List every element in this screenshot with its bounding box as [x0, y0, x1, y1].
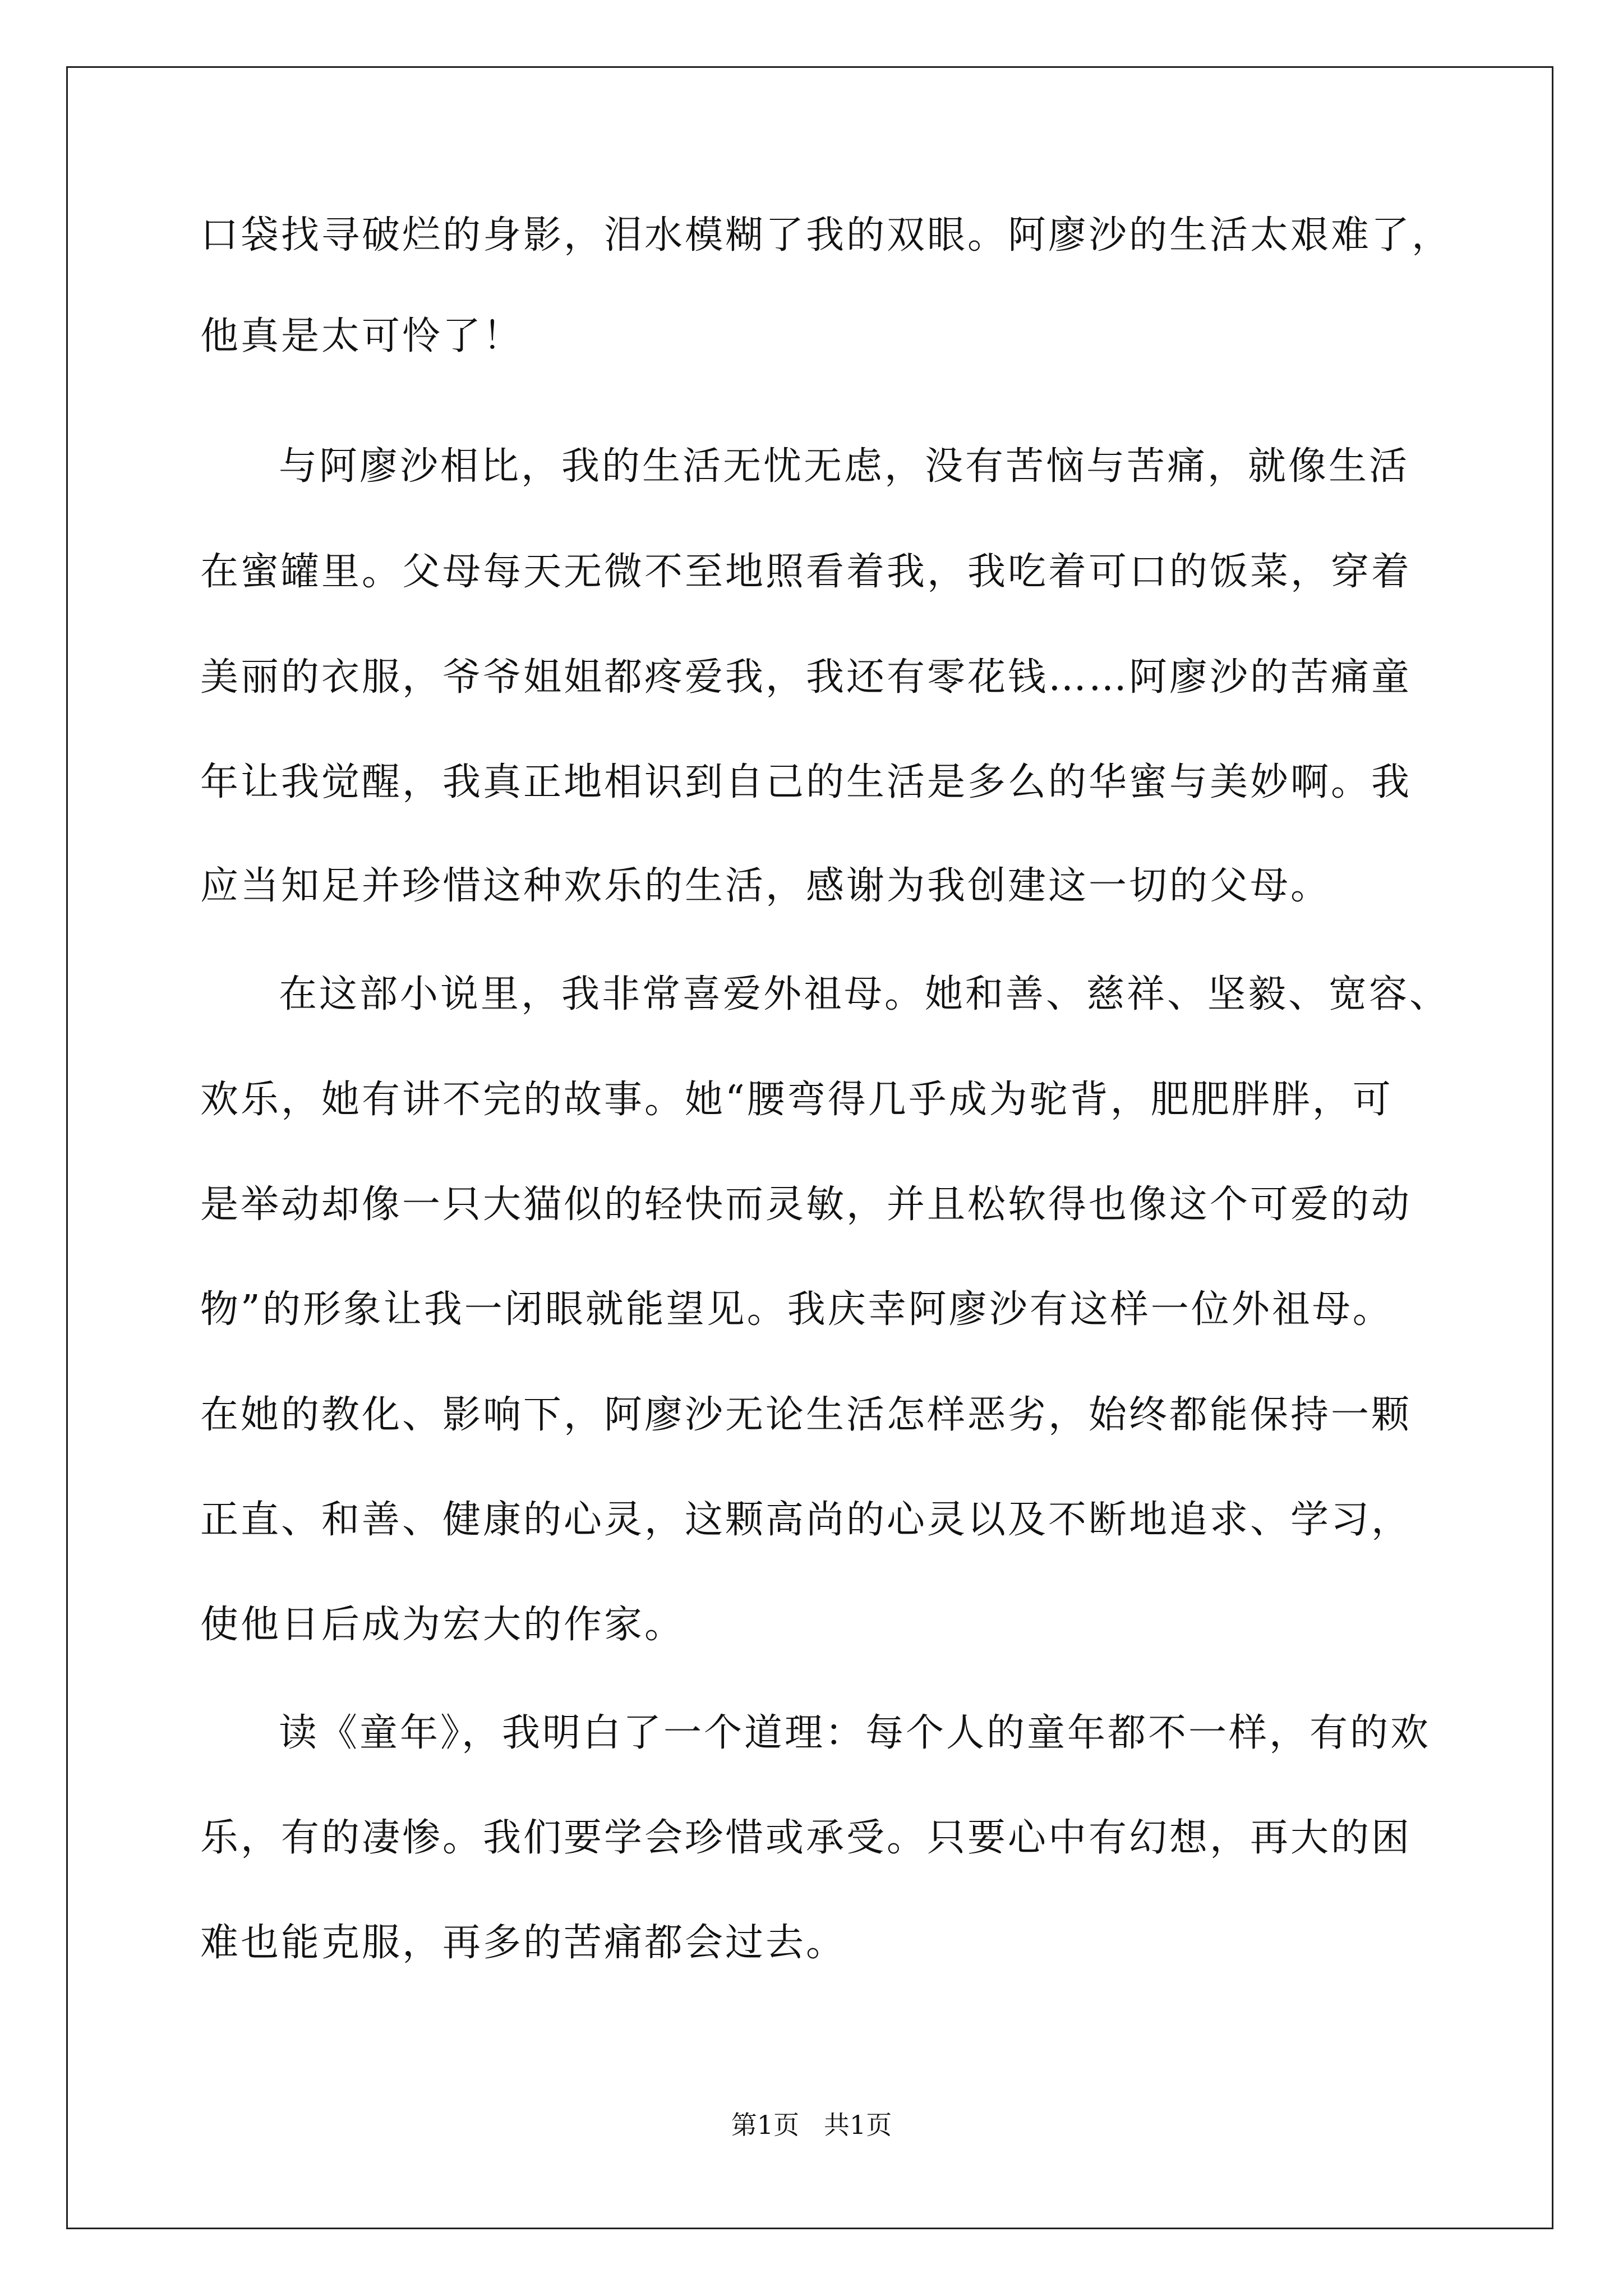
page-footer: 第1页 共1页 [731, 2110, 892, 2140]
text-line: 物”的形象让我一闭眼就能望见。我庆幸阿廖沙有这样一位外祖母。 [200, 1287, 1393, 1332]
text-line: 在蜜罐里。父母每天无微不至地照看着我，我吃着可口的饭菜，穿着 [200, 550, 1412, 594]
paragraph-start-line: 与阿廖沙相比，我的生活无忧无虑，没有苦恼与苦痛，就像生活 [279, 444, 1410, 489]
page-border [66, 66, 1553, 2229]
text-line: 口袋找寻破烂的身影，泪水模糊了我的双眼。阿廖沙的生活太艰难了， [200, 213, 1453, 257]
text-line: 在她的教化、影响下，阿廖沙无论生活怎样恶劣，始终都能保持一颗 [200, 1393, 1412, 1437]
text-line: 使他日后成为宏大的作家。 [200, 1603, 685, 1647]
text-line: 乐，有的凄惨。我们要学会珍惜或承受。只要心中有幻想，再大的困 [200, 1816, 1412, 1860]
text-line: 美丽的衣服，爷爷姐姐都疼爱我，我还有零花钱……阿廖沙的苦痛童 [200, 655, 1412, 700]
text-line: 正直、和善、健康的心灵，这颗高尚的心灵以及不断地追求、学习， [200, 1498, 1412, 1542]
text-line: 应当知足并珍惜这种欢乐的生活，感谢为我创建这一切的父母。 [200, 864, 1331, 908]
text-line: 是举动却像一只大猫似的轻快而灵敏，并且松软得也像这个可爱的动 [200, 1182, 1412, 1227]
text-line: 欢乐，她有讲不完的故事。她“腰弯得几乎成为驼背，肥肥胖胖，可 [200, 1078, 1393, 1122]
text-line: 他真是太可怜了！ [200, 314, 524, 358]
paragraph-start-line: 在这部小说里，我非常喜爱外祖母。她和善、慈祥、坚毅、宽容、 [279, 972, 1450, 1016]
text-line: 年让我觉醒，我真正地相识到自己的生活是多么的华蜜与美妙啊。我 [200, 760, 1412, 804]
paragraph-start-line: 读《童年》，我明白了一个道理：每个人的童年都不一样，有的欢 [279, 1711, 1431, 1755]
text-line: 难也能克服，再多的苦痛都会过去。 [200, 1921, 847, 1965]
